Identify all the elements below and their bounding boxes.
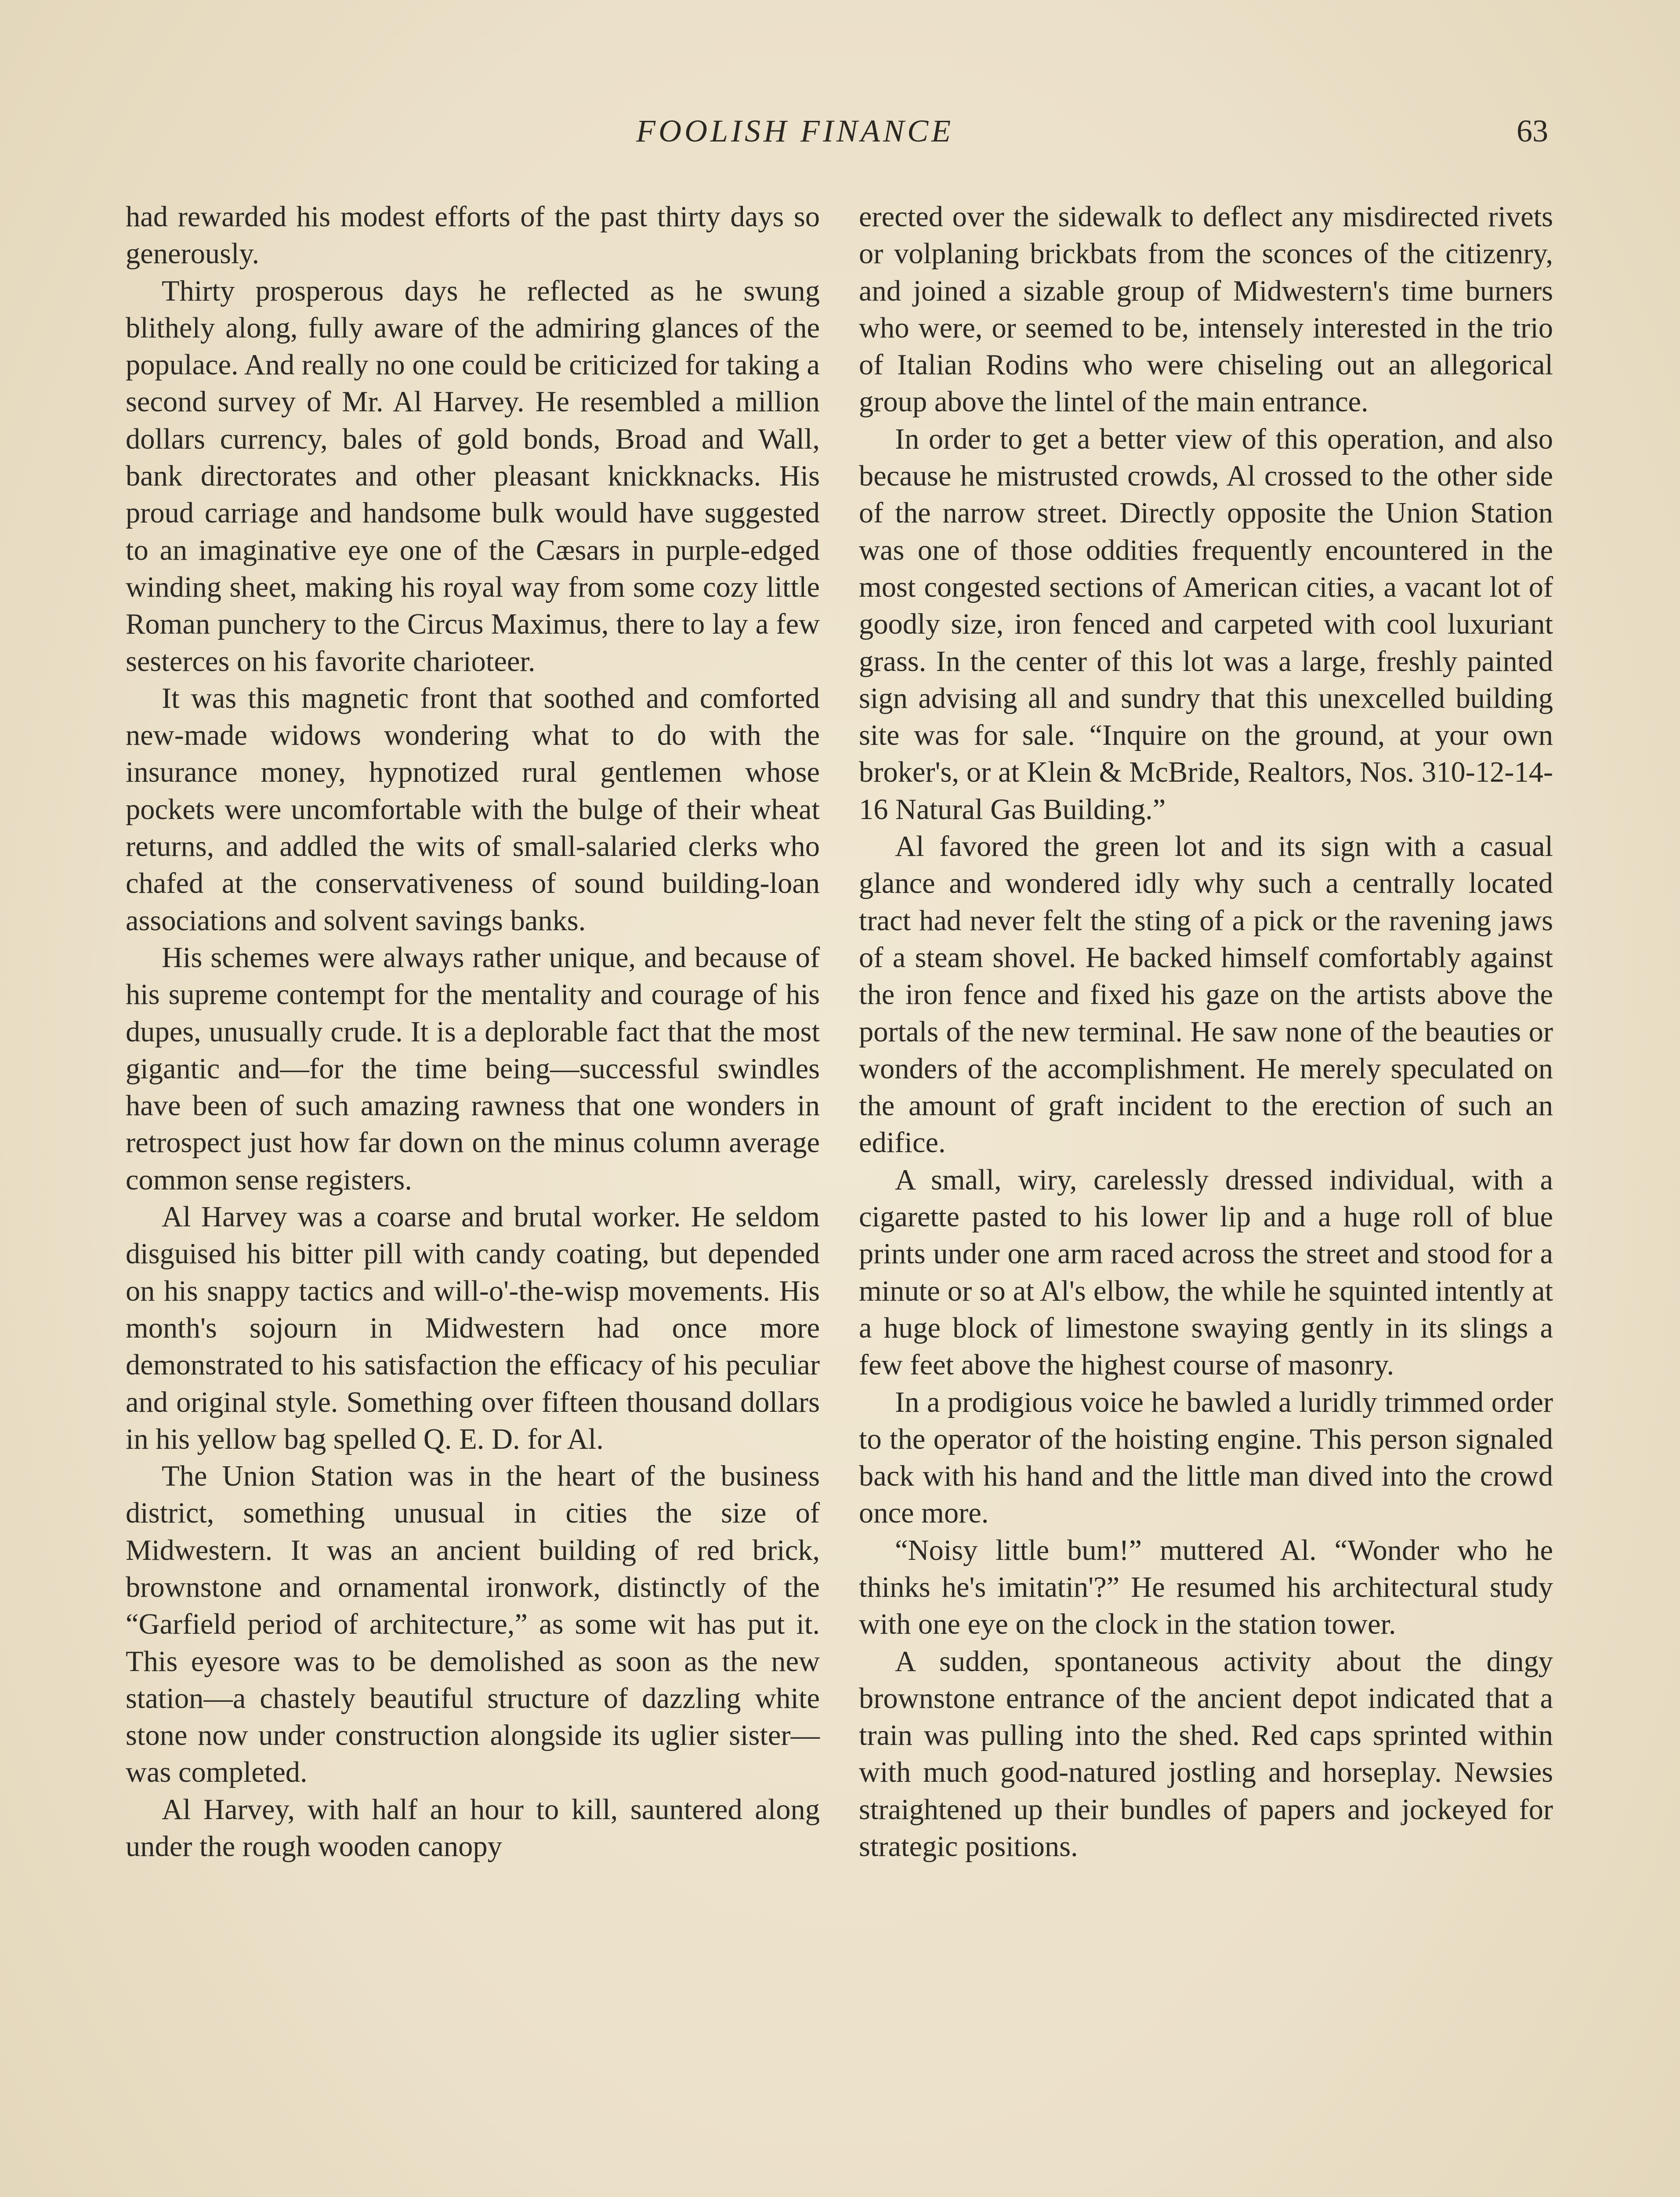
paragraph: erected over the sidewalk to deflect any misdirected rivets or volplaning brickbats from the sconces of the citizenry, and joined a sizable group of Midwestern's time burners who were, or seemed to be, intensely interested in the trio of Italian Rodins who were chiseling out an allegorical group above the lintel of the main entrance. [859, 201, 1553, 418]
paragraph: Al Harvey, with half an hour to kill, sauntered along under the rough wooden canopy [126, 1793, 820, 1863]
paragraph: The Union Station was in the heart of the business district, something unusual in cities the size of Midwestern. It was an ancient building of red brick, brownstone and ornamental ironwork, distinctly of the “Garfield period of architecture,” as some wit has put it. This eyesore was to be demolished as soon as the new station—a chastely beautiful structure of dazzling white stone now under construction alongside its uglier sister—was completed. [126, 1460, 820, 1789]
right-column [859, 199, 1553, 1865]
paragraph: “Noisy little bum!” muttered Al. “Wonder who he thinks he's imitatin'?” He resumed his architectural study with one eye on the clock in the station tower. [859, 1534, 1553, 1641]
paragraph: In order to get a better view of this operation, and also because he mistrusted crowds, Al crossed to the other side of the narrow street. Directly opposite the Union Station was one of those oddities frequently encountered in the most congested sections of American cities, a vacant lot of goodly size, iron fenced and carpeted with cool luxuriant grass. In the center of this lot was a large, freshly painted sign advising all and sundry that this unexcelled building site was for sale. “Inquire on the ground, at your own broker's, or at Klein & McBride, Realtors, Nos. 310-12-14-16 Natural Gas Building.” [859, 423, 1553, 826]
paragraph: A small, wiry, carelessly dressed individual, with a cigarette pasted to his lower lip and a huge roll of blue prints under one arm raced across the street and stood for a minute or so at Al's elbow, the while he squinted intently at a huge block of limestone swaying gently in its slings a few feet above the highest course of masonry. [859, 1164, 1553, 1381]
page-number: 63 [1517, 113, 1548, 149]
paragraph: In a prodigious voice he bawled a luridly trimmed order to the operator of the hoisting engine. This person signaled back with his hand and the little man dived into the crowd once more. [859, 1386, 1553, 1530]
paragraph: had rewarded his modest efforts of the past thirty days so generously. [126, 201, 820, 270]
paragraph: A sudden, spontaneous activity about the dingy brownstone entrance of the ancient depot indicated that a train was pulling into the shed. Red caps sprinted within with much good-natured jostling and horseplay. Newsies straightened up their bundles of papers and jockeyed for strategic positions. [859, 1645, 1553, 1863]
paragraph: Al favored the green lot and its sign with a casual glance and wondered idly why such a centrally located tract had never felt the sting of a pick or the ravening jaws of a steam shovel. He backed himself comfortably against the iron fence and fixed his gaze on the artists above the portals of the new terminal. He saw none of the beauties or wonders of the accomplishment. He merely speculated on the amount of graft incident to the erection of such an edifice. [859, 830, 1553, 1159]
running-title: FOOLISH FINANCE [636, 113, 954, 149]
paragraph: Thirty prosperous days he reflected as he swung blithely along, fully aware of the admiring glances of the populace. And really no one could be criticized for taking a second survey of Mr. Al Harvey. He resembled a million dollars currency, bales of gold bonds, Broad and Wall, bank directorates and other pleasant knickknacks. His proud carriage and handsome bulk would have suggested to an imaginative eye one of the Cæsars in purple-edged winding sheet, making his royal way from some cozy little Roman punchery to the Circus Maximus, there to lay a few sesterces on his favorite charioteer. [126, 275, 820, 678]
paragraph: Al Harvey was a coarse and brutal worker. He seldom disguised his bitter pill with candy coating, but depended on his snappy tactics and will-o'-the-wisp movements. His month's sojourn in Midwestern had once more demonstrated to his satisfaction the efficacy of his peculiar and original style. Something over fifteen thousand dollars in his yellow bag spelled Q. E. D. for Al. [126, 1201, 820, 1455]
paragraph: His schemes were always rather unique, and because of his supreme contempt for the mentality and courage of his dupes, unusually crude. It is a deplorable fact that the most gigantic and—for the time being—successful swindles have been of such amazing rawness that one wonders in retrospect just how far down on the minus column average common sense registers. [126, 941, 820, 1196]
left-column [126, 199, 820, 1865]
paragraph: It was this magnetic front that soothed and comforted new-made widows wondering what to do with the insurance money, hypnotized rural gentlemen whose pockets were uncomfortable with the bulge of their wheat returns, and addled the wits of small-salaried clerks who chafed at the conservativeness of sound building-loan associations and solvent savings banks. [126, 682, 820, 937]
